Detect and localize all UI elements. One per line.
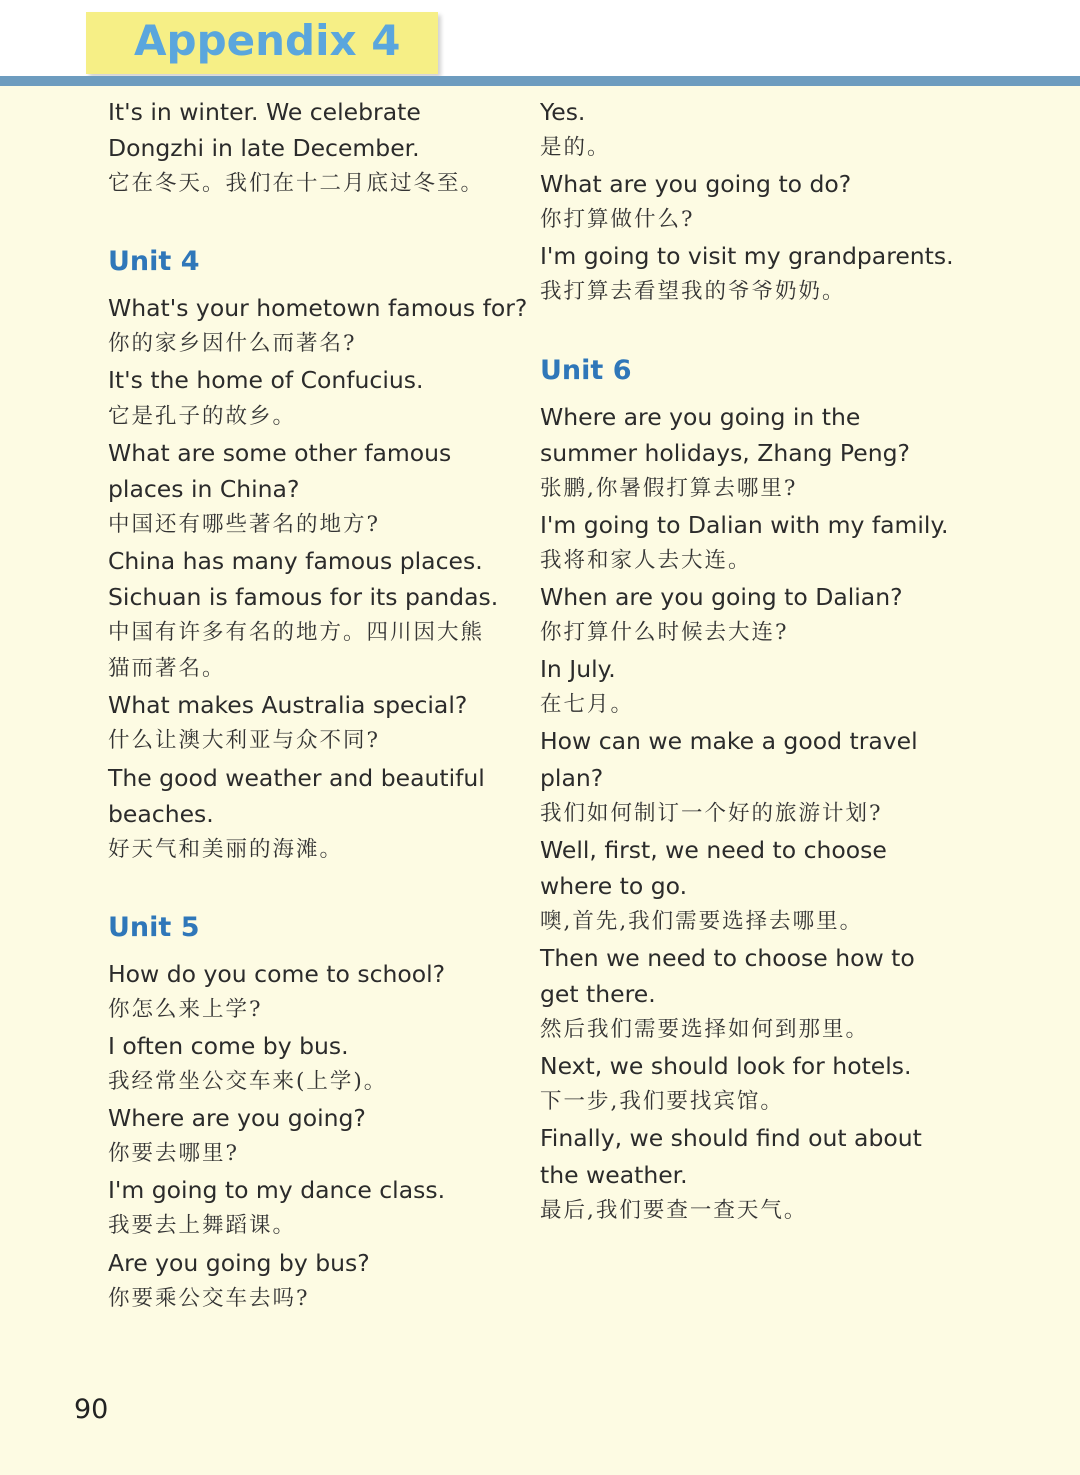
text-line: I'm going to visit my grandparents.	[540, 242, 954, 271]
text-line: the weather.	[540, 1160, 688, 1189]
text-line: It's the home of Confucius.	[108, 366, 424, 395]
text-line: How can we make a good travel	[540, 727, 918, 756]
text-line: Well, first, we need to choose	[540, 835, 887, 864]
translation-line: 下一步,我们要找宾馆。	[540, 1089, 784, 1115]
text-line: The good weather and beautiful	[108, 763, 485, 792]
text-line: When are you going to Dalian?	[540, 583, 903, 612]
translation-line: 你打算做什么?	[540, 207, 695, 233]
translation-line: 什么让澳大利亚与众不同?	[108, 728, 381, 754]
translation-line: 它在冬天。我们在十二月底过冬至。	[108, 171, 485, 197]
header-divider	[0, 76, 1080, 86]
translation-line: 最后,我们要查一查天气。	[540, 1197, 808, 1223]
unit-6-heading: Unit 6	[540, 354, 632, 386]
translation-line: 噢,首先,我们需要选择去哪里。	[540, 908, 864, 934]
translation-line: 我打算去看望我的爷爷奶奶。	[540, 279, 846, 305]
translation-line: 你怎么来上学?	[108, 996, 263, 1022]
text-line: Are you going by bus?	[108, 1248, 370, 1277]
text-line: Dongzhi in late December.	[108, 134, 420, 163]
text-line: where to go.	[540, 871, 688, 900]
page-number: 90	[74, 1394, 109, 1425]
text-line: What are some other famous	[108, 438, 452, 467]
appendix-title-box	[86, 12, 438, 74]
text-line: What's your hometown famous for?	[108, 294, 528, 323]
unit-4-lines	[108, 290, 528, 868]
text-line: places in China?	[108, 474, 300, 503]
translation-line: 是的。	[540, 135, 611, 161]
translation-line: 它是孔子的故乡。	[108, 403, 297, 429]
text-line: Finally, we should find out about	[540, 1124, 922, 1153]
right-intro	[540, 94, 960, 311]
unit-6-lines	[540, 399, 960, 1229]
translation-line: 中国有许多有名的地方。四川因大熊	[108, 620, 485, 646]
text-line: get there.	[540, 980, 656, 1009]
text-line: What are you going to do?	[540, 170, 852, 199]
text-line: Where are you going?	[108, 1104, 366, 1133]
translation-line: 中国还有哪些著名的地方?	[108, 511, 381, 537]
unit-5-lines	[108, 956, 518, 1317]
translation-line: 你打算什么时候去大连?	[540, 620, 789, 646]
translation-line: 我经常坐公交车来(上学)。	[108, 1069, 388, 1095]
text-line: In July.	[540, 655, 616, 684]
left-column	[108, 94, 528, 1317]
text-line: I'm going to my dance class.	[108, 1176, 446, 1205]
translation-line: 你要乘公交车去吗?	[108, 1285, 310, 1311]
text-line: How do you come to school?	[108, 959, 446, 988]
text-line: It's in winter. We celebrate	[108, 98, 421, 126]
unit-4-heading: Unit 4	[108, 246, 200, 278]
text-line: Then we need to choose how to	[540, 943, 915, 972]
text-line: I'm going to Dalian with my family.	[540, 510, 949, 539]
text-line: Where are you going in the	[540, 402, 861, 431]
translation-line: 在七月。	[540, 692, 635, 718]
unit-5-heading: Unit 5	[108, 911, 200, 943]
translation-line: 我要去上舞蹈课。	[108, 1213, 297, 1239]
text-line: I often come by bus.	[108, 1031, 349, 1060]
translation-line: 猫而著名。	[108, 656, 226, 682]
text-line: plan?	[540, 763, 604, 792]
text-line: Yes.	[540, 98, 586, 126]
translation-line: 你的家乡因什么而著名?	[108, 331, 357, 357]
translation-line: 张鹏,你暑假打算去哪里?	[540, 475, 798, 501]
text-line: Sichuan is famous for its pandas.	[108, 583, 499, 612]
right-column	[540, 94, 960, 1229]
text-line: summer holidays, Zhang Peng?	[540, 438, 910, 467]
text-line: Next, we should look for hotels.	[540, 1052, 912, 1081]
translation-line: 然后我们需要选择如何到那里。	[540, 1017, 870, 1043]
translation-line: 你要去哪里?	[108, 1141, 240, 1167]
text-line: China has many famous places.	[108, 546, 483, 575]
translation-line: 我将和家人去大连。	[540, 547, 752, 573]
text-line: beaches.	[108, 799, 214, 828]
translation-line: 好天气和美丽的海滩。	[108, 836, 344, 862]
left-intro	[108, 94, 518, 202]
page-title: Appendix 4	[134, 16, 401, 65]
translation-line: 我们如何制订一个好的旅游计划?	[540, 800, 883, 826]
text-line: What makes Australia special?	[108, 691, 468, 720]
